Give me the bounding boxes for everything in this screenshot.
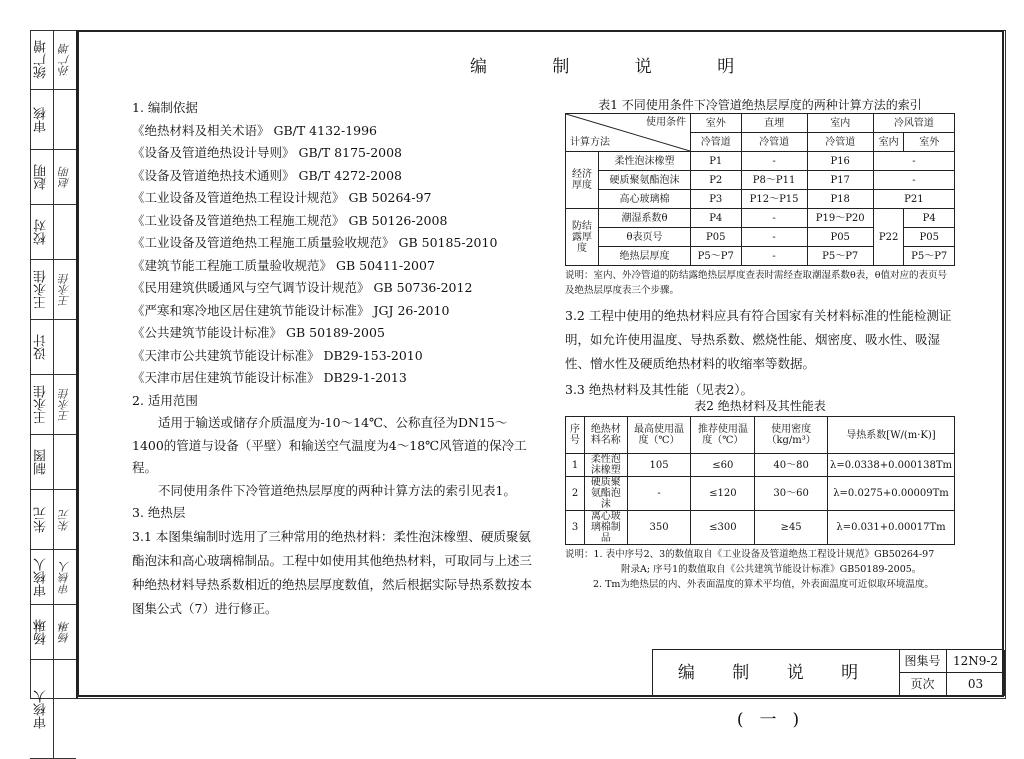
table-cell: λ=0.0275+0.00009Tm [828,477,955,511]
reference-item: 《天津市居住建筑节能设计标准》 DB29-1-2013 [132,370,407,385]
reference-item: 《公共建筑节能设计标准》 GB 50189-2005 [132,325,385,340]
table-cell: 高心玻璃棉 [599,190,691,209]
section-3-2-text: 3.2 工程中使用的绝热材料应具有符合国家有关材料标准的性能检测证明，如允许使用温度、导热系数、燃烧性能、烟密度、吸水性、吸湿性、憎水性及硬质绝热材料的收缩率等数据。 [565,308,952,371]
scope-index-text: 不同使用条件下冷管道绝热层厚度的两种计算方法的索引见表1。 [158,482,516,498]
title-block-name: 编 制 说 明(一) [653,650,900,697]
table-cell: 柔性泡沫橡塑 [599,152,691,171]
table-cell: 105 [627,454,691,477]
signature-label: 统广增 [34,40,49,80]
table2-note-1b: 附录A; 序号1的数值取自《公共建筑节能设计标准》GB50189-2005。 [621,564,922,575]
group-economic: 经济厚度 [566,152,599,209]
reference-item: 《建筑节能工程施工质量验收规范》 GB 50411-2007 [132,257,435,273]
page-label: 页次 [899,673,947,696]
table2-note-1: 说明：1. 表中序号2、3的数值取自《工业设备及管道绝热工程设计规范》GB50264-97 [565,549,935,560]
signature-cell [30,320,76,375]
cell-divider [53,605,54,659]
table-cell: 硬质聚氨酯泡沫 [585,477,628,511]
signature-label: 王永佳 [34,385,49,425]
reference-item: 《工业设备及管道绝热工程施工规范》 GB 50126-2008 [132,212,448,228]
table-cell: P3 [691,190,742,209]
reference-item: 《严寒和寒冷地区居住建筑节能设计标准》 JGJ 26-2010 [132,302,450,318]
signature-cell [30,435,76,490]
reference-item: 《设备及管道绝热设计导则》 GB/T 8175-2008 [132,145,403,160]
signature-mark [53,205,76,260]
table2 [565,416,955,545]
cell-divider [53,150,54,204]
sub-duct-outdoor: 室外 [904,133,955,152]
table-cell: P19～P20 [807,209,873,228]
table-cell: P4 [904,209,955,228]
sub-cold-pipe-2: 冷管道 [741,133,807,152]
table-cell: - [873,152,954,171]
signature-mark: 王永佳 [58,388,71,422]
table1-note: 说明：室内、外冷管道的防结露绝热层厚度查表时需经查取潮湿系数θ表，θ值对应的表页号及绝热层厚度表三个步骤。 [565,270,947,296]
cell-divider [53,435,54,489]
table-cell: - [741,247,807,266]
signature-label: 审核人 [34,690,49,729]
table-cell: 硬质聚氨酯泡沫 [599,171,691,190]
table-cell: - [741,209,807,228]
t2-header: 使用密度（kg/m³） [755,417,828,454]
reference-item: 《工业设备及管道绝热工程施工质量验收规范》 GB 50185-2010 [132,235,498,250]
signature-mark [53,90,76,150]
cell-divider [53,550,54,604]
table-cell: - [741,152,807,171]
page-title: 编 制 说 明 [470,57,765,77]
left-column [132,97,532,621]
t2-header: 导热系数[W/(m·K)] [828,417,955,454]
signature-mark: 杨琳 [58,621,71,644]
reference-item: 《设备及管道绝热技术通则》 GB/T 4272-2008 [132,167,403,183]
reference-item: 《绝热材料及相关术语》 GB/T 4132-1996 [132,122,378,138]
signature-mark: 审核人 [58,561,71,594]
header-outdoor: 室外 [691,114,742,133]
table-cell: P5～P7 [807,247,873,266]
table-cell: P18 [807,190,873,209]
cell-divider [53,375,54,434]
table-cell: λ=0.031+0.00017Tm [828,511,955,545]
table-row [566,477,955,511]
page-number: 03 [947,673,1005,696]
title-block [652,649,1004,730]
reference-item: 《工业设备及管道绝热工程设计规范》 GB 50264-97 [132,190,432,205]
signature-mark: 孙广增 [58,43,71,77]
header-air-duct: 冷风管道 [873,114,954,133]
table-cell: ≤60 [691,454,755,477]
table-cell: 40～80 [755,454,828,477]
table-row [566,454,955,477]
signature-cell [30,550,76,605]
sub-duct-indoor: 室内 [873,133,904,152]
table-cell: 柔性泡沫橡塑 [585,454,628,477]
signature-cell [30,490,76,550]
signature-mark: 赵明 [58,166,71,189]
sub-cold-pipe-3: 冷管道 [807,133,873,152]
table-cell: ≤300 [691,511,755,545]
signature-mark [53,660,76,759]
header-indoor: 室内 [807,114,873,133]
signature-label: 设计 [34,334,49,361]
table-cell: λ=0.0338+0.000138Tm [828,454,955,477]
signature-label: 杨琳 [34,619,49,646]
table-cell: θ表页号 [599,228,691,247]
cell-divider [53,260,54,319]
table-cell: ≥45 [755,511,828,545]
table-cell: P5～P7 [904,247,955,266]
signature-label: 王永佳 [34,270,49,310]
table-cell: ≤120 [691,477,755,511]
signature-cell [30,260,76,320]
signature-cell [30,375,76,435]
table-cell: P22 [873,209,904,266]
table2-note-2: 2. Tm为绝热层的内、外表面温度的算术平均值，外表面温度可近似取环境温度。 [593,579,934,590]
signature-cell [30,605,76,660]
signature-cell [30,150,76,205]
cell-divider [53,320,54,374]
signature-label: 赵明 [34,164,49,191]
cell-divider [53,90,54,149]
cell-divider [53,30,54,89]
signature-label: 朱元 [34,507,49,533]
signature-cell [30,30,76,90]
table-cell: P05 [807,228,873,247]
table1-caption: 表1 不同使用条件下冷管道绝热层厚度的两种计算方法的索引 [598,98,922,112]
section-3-heading: 3. 绝热层 [132,505,186,520]
table-cell: P05 [904,228,955,247]
signature-label: 校对 [34,219,49,246]
signature-cell [30,90,76,150]
table-cell: P5～P7 [691,247,742,266]
sub-cold-pipe-1: 冷管道 [691,133,742,152]
table-cell: 离心玻璃棉制品 [585,511,628,545]
table-cell: P16 [807,152,873,171]
table-cell: P1 [691,152,742,171]
insulation-text: 3.1 本图集编制时选用了三种常用的绝热材料：柔性泡沫橡塑、硬质聚氨酯泡沫和高心玻璃棉制品。工程中如使用其他绝热材料，可取同与上述三种绝热材料导热系数相近的绝热层厚度数值，然后根据实际导热系数按本图集公式（7）进行修正。 [132,528,533,616]
group-anti-condensation: 防结露厚度 [566,209,599,266]
t2-header: 绝热材料名称 [585,417,628,454]
table1 [565,113,955,266]
atlas-number-label: 图集号 [899,650,947,673]
signature-mark [53,320,76,375]
table-cell: 1 [566,454,585,477]
scope-text: 适用于输送或储存介质温度为-10～14℃、公称直径为DN15～1400的管道与设备（平壁）和输送空气温度为4～18℃风管道的保冷工程。 [132,415,527,475]
cell-divider [53,660,54,758]
table-cell: P8～P11 [741,171,807,190]
table-cell: 350 [627,511,691,545]
reference-list [132,120,532,390]
table1-corner [566,114,691,152]
header-method: 计算方法 [570,137,610,148]
cell-divider [53,205,54,259]
reference-item: 《民用建筑供暖通风与空气调节设计规范》 GB 50736-2012 [132,280,473,295]
signature-mark [53,435,76,490]
table-cell: 潮湿系数θ [599,209,691,228]
signature-column [30,30,78,729]
signature-label: 制图 [34,449,49,476]
header-buried: 直埋 [741,114,807,133]
table-cell: - [627,477,691,511]
cell-divider [53,490,54,549]
reference-item: 《天津市公共建筑节能设计标准》 DB29-153-2010 [132,347,423,363]
signature-mark: 王永佳 [58,273,71,307]
section-2-heading: 2. 适用范围 [132,392,198,408]
table-cell: 绝热层厚度 [599,247,691,266]
table-cell: - [741,228,807,247]
table-cell: P12～P15 [741,190,807,209]
signature-mark: 朱元 [58,509,71,531]
table-cell: P4 [691,209,742,228]
signature-cell [30,205,76,260]
atlas-number: 12N9-2 [947,650,1005,673]
section-1-heading: 1. 编制依据 [132,100,198,115]
header-condition: 使用条件 [646,117,686,128]
t2-header: 最高使用温度（℃） [627,417,691,454]
table2-caption: 表2 绝热材料及其性能表 [694,399,826,413]
t2-header: 推荐使用温度（℃） [691,417,755,454]
signature-cell [30,660,76,759]
table-cell: - [873,171,954,190]
right-column [565,97,955,592]
table-row [566,511,955,545]
table-cell: 3 [566,511,585,545]
signature-label: 审核 [34,107,49,133]
table-cell: P05 [691,228,742,247]
section-3-3-text: 3.3 绝热材料及其性能（见表2）。 [565,382,754,397]
table-cell: 2 [566,477,585,511]
table-cell: P21 [873,190,954,209]
table-cell: P17 [807,171,873,190]
table-cell: P2 [691,171,742,190]
table-cell: 30～60 [755,477,828,511]
signature-label: 审核人 [34,558,49,597]
t2-header: 序号 [566,417,585,454]
